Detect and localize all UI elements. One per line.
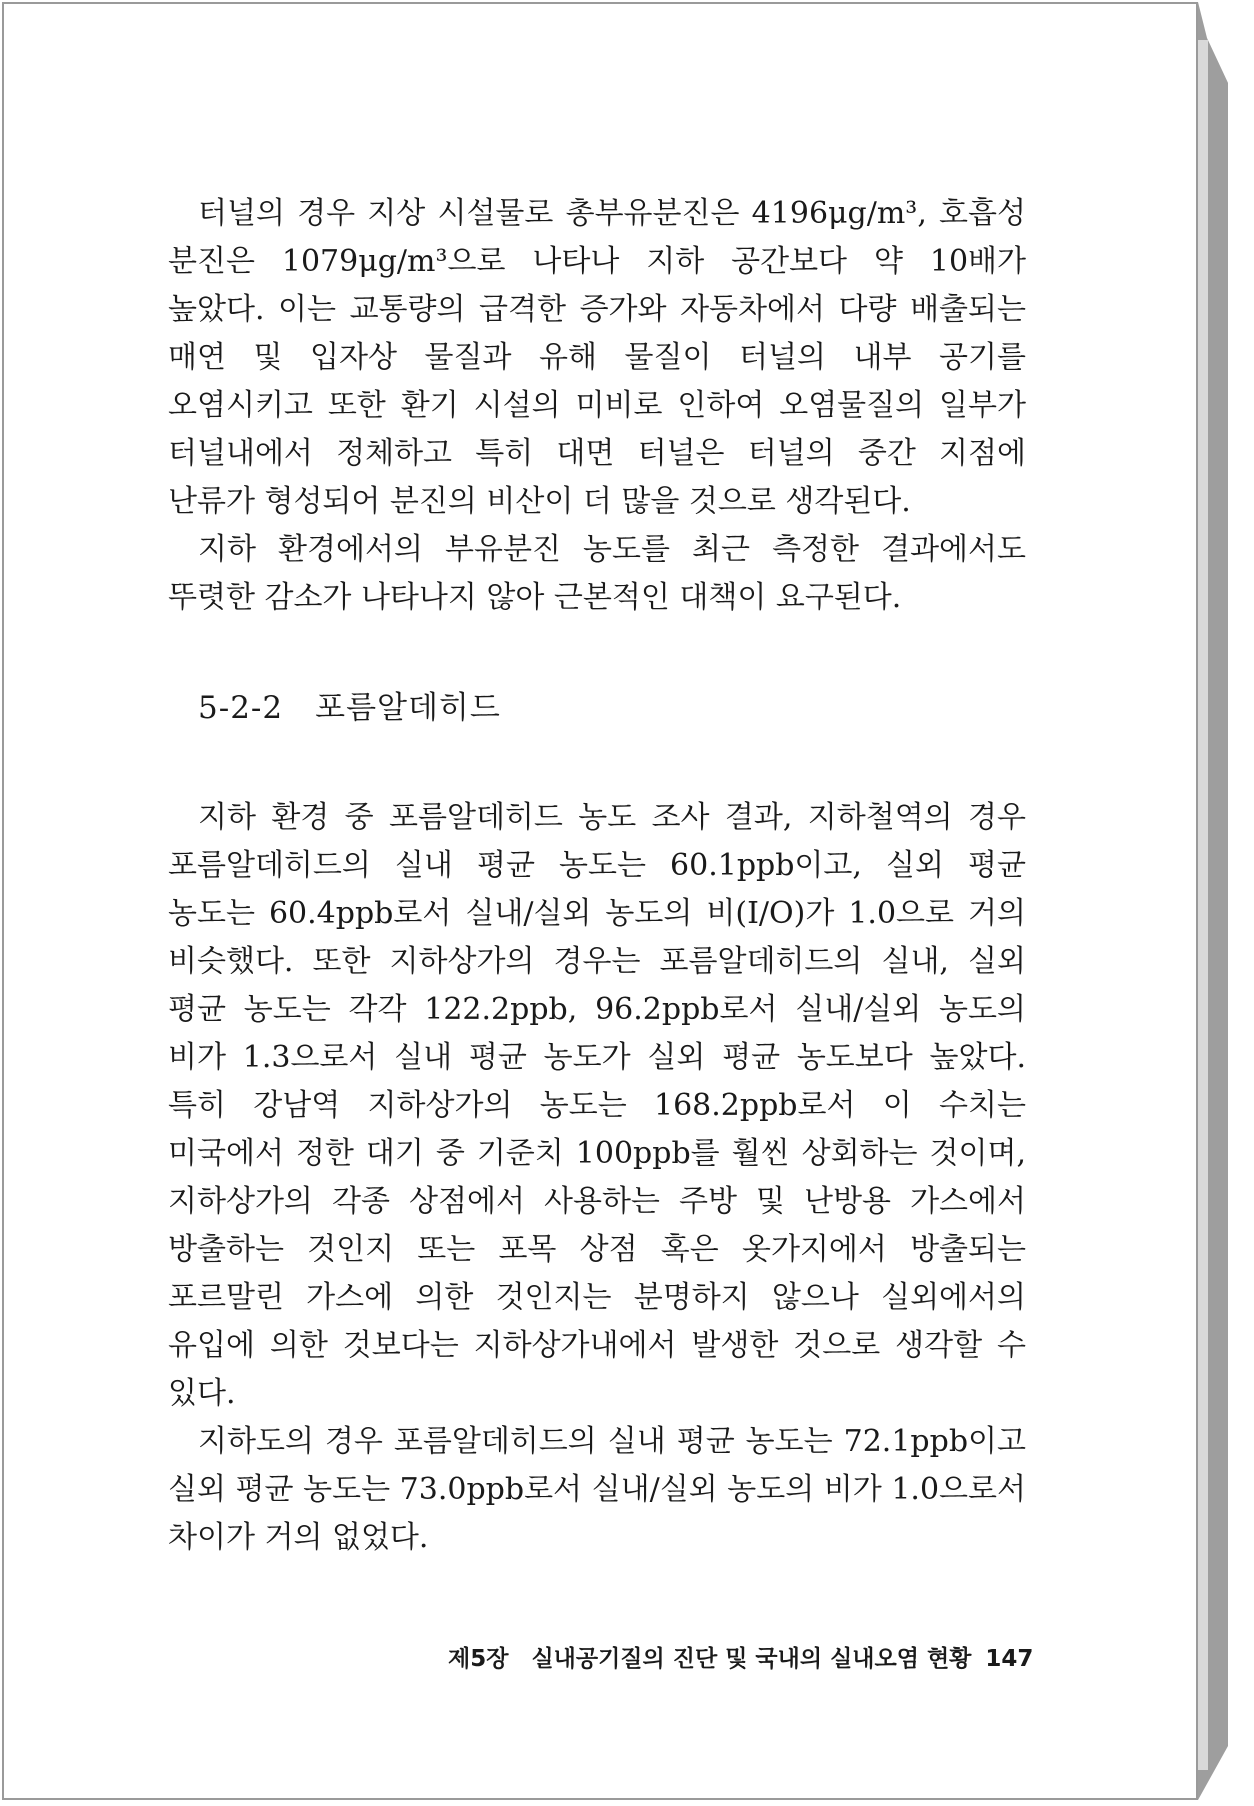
running-footer-chapter-title: 제5장 실내공기질의 진단 및 국내의 실내오염 현황 bbox=[448, 1646, 972, 1672]
page-footer bbox=[448, 1640, 1034, 1673]
section-heading: 5-2-2 포름알데히드 bbox=[198, 690, 501, 726]
page-number: 147 bbox=[985, 1646, 1034, 1672]
body-paragraph-tunnel-dust: 터널의 경우 지상 시설물로 총부유분진은 4196μg/m³, 호흡성 분진은 1079μg/m³으로 나타나 지하 공간보다 약 10배가 높았다. 이는 교통량의 급격한 증가와 자동차에서 다량 배출되는 매연 및 입자상 물질과 유해 물질이 터널의 내부 공기를 오염시키고 또한 환기 시설의 미비로 인하여 오염물질의 일부가 터널내에서 정체하고 특히 대면 터널은 터널의 중간 지점에 난류가 형성되어 분진의 비산이 더 많을 것으로 생각된다. bbox=[168, 196, 1026, 519]
body-paragraph-dust-measures: 지하 환경에서의 부유분진 농도를 최근 측정한 결과에서도 뚜렷한 감소가 나타나지 않아 근본적인 대책이 요구된다. bbox=[168, 532, 1026, 615]
page-body bbox=[168, 190, 1026, 1562]
body-paragraph-formaldehyde-results: 지하 환경 중 포름알데히드 농도 조사 결과, 지하철역의 경우 포름알데히드의 실내 평균 농도는 60.1ppb이고, 실외 평균 농도는 60.4ppb로서 실내/실외 농도의 비(I/O)가 1.0으로 거의 비슷했다. 또한 지하상가의 경우는 포름알데히드의 실내, 실외 평균 농도는 각각 122.2ppb, 96.2ppb로서 실내/실외 농도의 비가 1.3으로서 실내 평균 농도가 실외 평균 농도보다 높았다. 특히 강남역 지하상가의 농도는 168.2ppb로서 이 수치는 미국에서 정한 대기 중 기준치 100ppb를 훨씬 상회하는 것이며, 지하상가의 각종 상점에서 사용하는 주방 및 난방용 가스에서 방출하는 것인지 또는 포목 상점 혹은 옷가지에서 방출되는 포르말린 가스에 의한 것인지는 분명하지 않으나 실외에서의 유입에 의한 것보다는 지하상가내에서 발생한 것으로 생각할 수 있다. bbox=[168, 800, 1026, 1411]
page-edge-highlight bbox=[1198, 40, 1208, 1770]
body-paragraph-underpass-results: 지하도의 경우 포름알데히드의 실내 평균 농도는 72.1ppb이고 실외 평균 농도는 73.0ppb로서 실내/실외 농도의 비가 1.0으로서 차이가 거의 없었다. bbox=[168, 1424, 1026, 1555]
